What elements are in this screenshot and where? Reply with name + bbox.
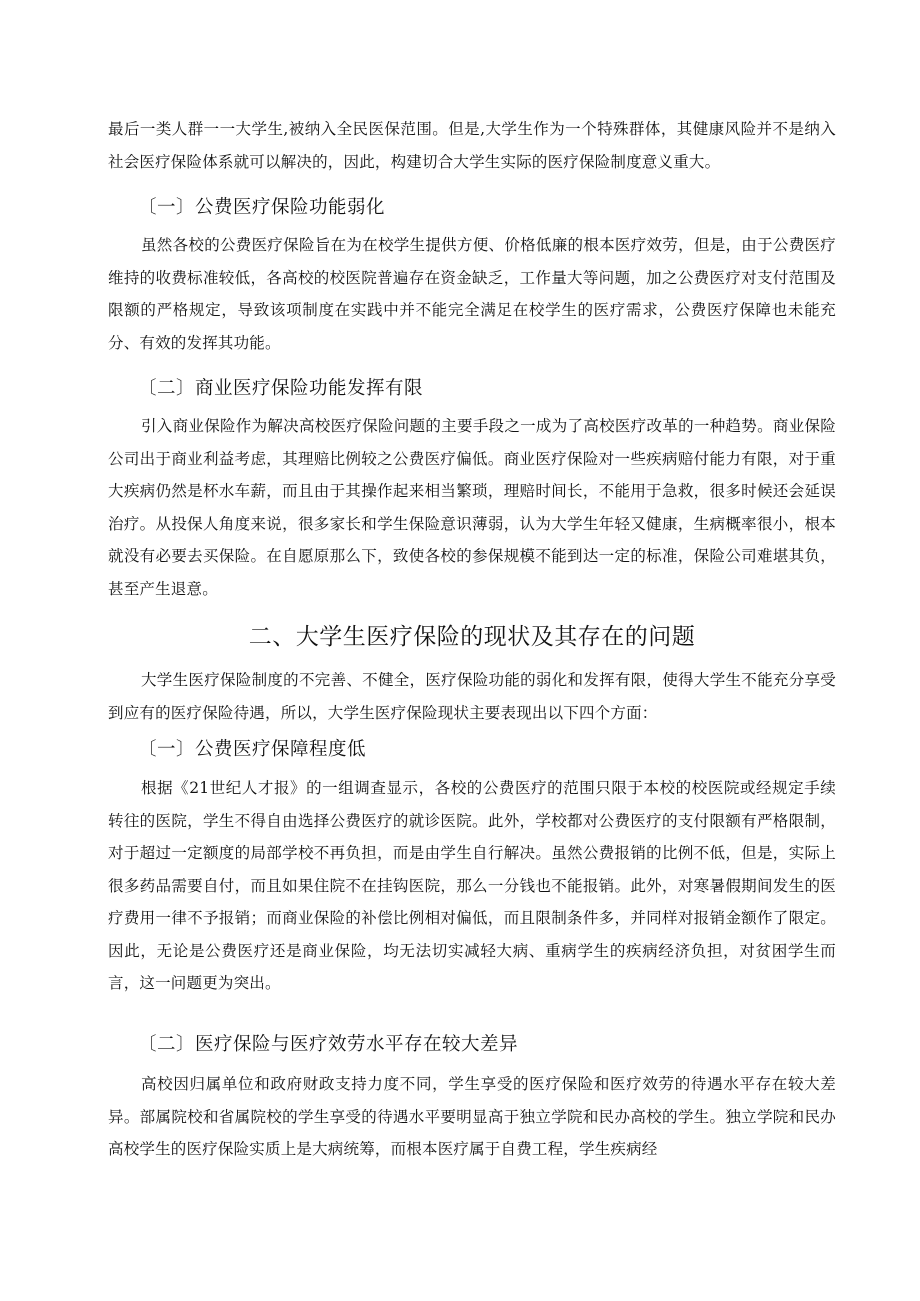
subheading-commercial-insurance-limited: 〔二〕商业医疗保险功能发挥有限 [138, 378, 424, 399]
intro-paragraph: 最后一类人群一一大学生,被纳入全民医保范围。但是,大学生作为一个特殊群体，其健康风险并不是纳入社会医疗保险体系就可以解决的，因此，构建切合大学生实际的医疗保险制度意义重大。 [108, 120, 836, 171]
paragraph-commercial-insurance-limited: 引入商业保险作为解决高校医疗保险问题的主要手段之一成为了高校医疗改革的一种趋势。商业保险公司出于商业利益考虑，其理赔比例较之公费医疗偏低。商业医疗保险对一些疾病赔付能力有限，对于重大疾病仍然是杯水车薪，而且由于其操作起来相当繁琐，理赔时间长，不能用于急救，很多时候还会延误治疗。从投保人角度来说，很多家长和学生保险意识薄弱，认为大学生年轻又健康，生病概率很小，根本就没有必要去买保险。在自愿原那么下，致使各校的参保规模不能到达一定的标准，保险公司难堪其负，甚至产生退意。 [108, 417, 836, 598]
section-title-status-and-problems: 二、大学生医疗保险的现状及其存在的问题 [248, 624, 696, 650]
subheading-service-gap: 〔二〕医疗保险与医疗效劳水平存在较大差异 [138, 1034, 519, 1055]
subheading-low-coverage: 〔一〕公费医疗保障程度低 [138, 739, 367, 760]
subheading-public-medical-weakened: 〔一〕公费医疗保险功能弱化 [138, 197, 386, 218]
paragraph-service-gap: 高校因归属单位和政府财政支持力度不同，学生享受的医疗保险和医疗效劳的待遇水平存在较大差异。部属院校和省属院校的学生享受的待遇水平要明显高于独立学院和民办高校的学生。独立学院和民办高校学生的医疗保险实质上是大病统筹，而根本医疗属于自费工程，学生疾病经 [108, 1075, 836, 1158]
paragraph-public-medical-weakened: 虽然各校的公费医疗保险旨在为在校学生提供方便、价格低廉的根本医疗效劳，但是，由于公费医疗维持的收费标准较低，各高校的校医院普遍存在资金缺乏，工作量大等问题，加之公费医疗对支付范围及限额的严格规定，导致该项制度在实践中并不能完全满足在校学生的医疗需求，公费医疗保障也未能充分、有效的发挥其功能。 [108, 236, 836, 352]
paragraph-status-overview: 大学生医疗保险制度的不完善、不健全，医疗保险功能的弱化和发挥有限，使得大学生不能充分享受到应有的医疗保险待遇，所以，大学生医疗保险现状主要表现出以下四个方面： [108, 671, 836, 722]
paragraph-low-coverage: 根据《21世纪人才报》的一组调查显示，各校的公费医疗的范围只限于本校的校医院或经规定手续转往的医院，学生不得自由选择公费医疗的就诊医院。此外，学校都对公费医疗的支付限额有严格限制，对于超过一定额度的局部学校不再负担，而是由学生自行解决。虽然公费报销的比例不低，但是，实际上很多药品需要自付，而且如果住院不在挂钩医院，那么一分钱也不能报销。此外，对寒暑假期间发生的医疗费用一律不予报销；而商业保险的补偿比例相对偏低，而且限制条件多，并同样对报销金额作了限定。因此，无论是公费医疗还是商业保险，均无法切实减轻大病、重病学生的疾病经济负担，对贫困学生而言，这一问题更为突出。 [108, 779, 836, 992]
